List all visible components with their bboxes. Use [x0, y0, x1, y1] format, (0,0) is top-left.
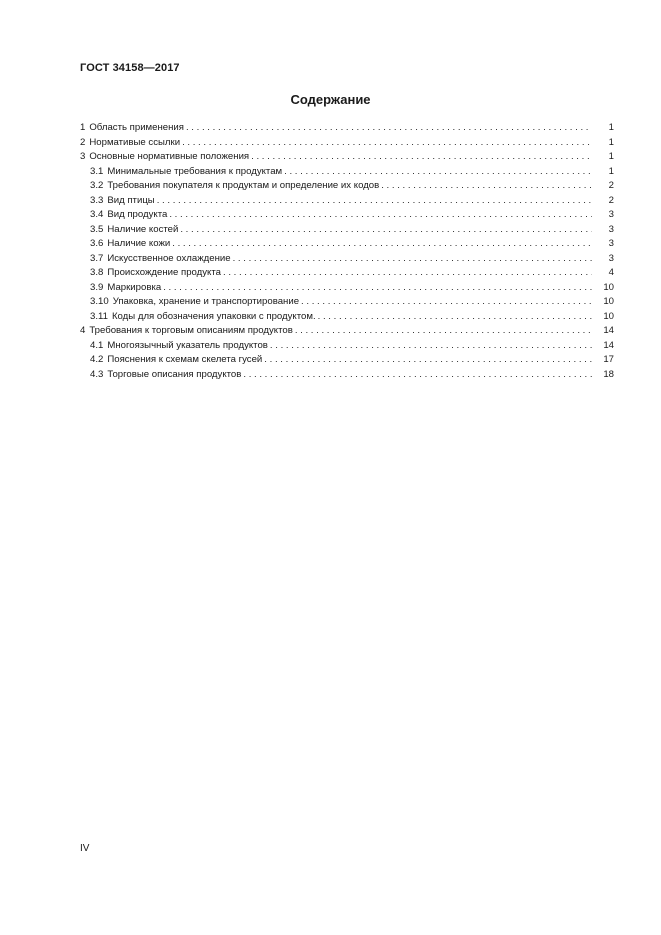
- toc-entry-page: 3: [608, 209, 614, 220]
- toc-leader-dots: [318, 310, 592, 325]
- toc-leader-dots: [157, 194, 592, 209]
- toc-entry[interactable]: [80, 281, 614, 296]
- toc-entry-number: 4: [80, 325, 86, 336]
- toc-entry-number: 4.3: [90, 368, 104, 380]
- toc-entry-page: 18: [603, 368, 614, 380]
- toc-entry[interactable]: [80, 339, 614, 354]
- toc-entry[interactable]: [80, 324, 614, 339]
- toc-entry-title: Требования к торговым описаниям продуктов: [89, 325, 293, 336]
- toc-leader-dots: [169, 208, 592, 223]
- toc-leader-dots: [264, 353, 592, 368]
- toc-leader-dots: [284, 165, 592, 180]
- toc-entry-page: 10: [603, 281, 614, 293]
- toc-entry-number: 3.11: [90, 310, 108, 322]
- toc-entry-title: Искусственное охлаждение: [107, 252, 231, 264]
- toc-entry-number: 3.6: [90, 238, 104, 249]
- toc-entry-number: 1: [80, 122, 86, 133]
- toc-entry[interactable]: [80, 310, 614, 325]
- document-code: ГОСТ 34158—2017: [80, 62, 180, 74]
- toc-entry-page: 14: [603, 339, 614, 351]
- toc-entry-title: Коды для обозначения упаковки с продуктом.: [111, 310, 316, 322]
- toc-leader-dots: [180, 223, 592, 238]
- toc-entry-page: 3: [608, 223, 614, 235]
- toc-entry[interactable]: [80, 165, 614, 180]
- toc-leader-dots: [381, 179, 592, 194]
- toc-entry-number: 3.3: [90, 194, 104, 206]
- toc-leader-dots: [270, 339, 592, 354]
- toc-entry[interactable]: [80, 223, 614, 238]
- toc-entry-title: Маркировка: [107, 281, 162, 293]
- toc-entry-number: 3: [80, 151, 86, 162]
- toc-entry[interactable]: [80, 179, 614, 194]
- toc-entry-page: 1: [608, 165, 614, 177]
- toc-entry-title: Вид птицы: [107, 194, 155, 206]
- toc-entry-number: 4.2: [90, 354, 104, 365]
- toc-entry-page: 2: [608, 194, 614, 206]
- toc-entry-title: Минимальные требования к продуктам: [107, 165, 283, 177]
- toc-entry-title: Наличие костей: [107, 223, 179, 235]
- toc-entry-page: 3: [608, 252, 614, 264]
- toc-entry-number: 4.1: [90, 339, 104, 351]
- toc-entry[interactable]: [80, 353, 614, 368]
- toc-leader-dots: [295, 324, 592, 339]
- toc-entry[interactable]: [80, 136, 614, 151]
- toc-entry[interactable]: [80, 295, 614, 310]
- toc-entry-number: 2: [80, 136, 86, 148]
- toc-entry-page: 10: [603, 296, 614, 307]
- toc-entry-number: 3.1: [90, 165, 104, 177]
- toc-entry-number: 3.10: [90, 296, 109, 307]
- toc-entry-page: 1: [608, 136, 614, 148]
- toc-leader-dots: [243, 368, 592, 383]
- toc-leader-dots: [182, 136, 592, 151]
- toc-entry-title: Требования покупателя к продуктам и определение их кодов: [107, 180, 380, 191]
- toc-entry-title: Многоязычный указатель продуктов: [107, 339, 268, 351]
- toc-entry-title: Происхождение продукта: [107, 267, 221, 278]
- toc-entry[interactable]: [80, 266, 614, 281]
- toc-entry-page: 1: [608, 151, 614, 162]
- toc-entry-page: 4: [608, 267, 614, 278]
- toc-title: Содержание: [290, 92, 371, 107]
- toc-leader-dots: [301, 295, 592, 310]
- toc-leader-dots: [223, 266, 592, 281]
- toc-entry-page: 17: [603, 354, 614, 365]
- toc-entry[interactable]: [80, 150, 614, 165]
- table-of-contents: [80, 121, 614, 382]
- toc-entry-number: 3.9: [90, 281, 104, 293]
- toc-leader-dots: [186, 121, 592, 136]
- toc-leader-dots: [251, 150, 592, 165]
- toc-entry-number: 3.5: [90, 223, 104, 235]
- toc-entry-page: 1: [608, 122, 614, 133]
- toc-entry-title: Нормативые ссылки: [89, 136, 181, 148]
- toc-entry-title: Основные нормативные положения: [89, 151, 250, 162]
- toc-entry[interactable]: [80, 121, 614, 136]
- toc-entry-title: Вид продукта: [107, 209, 168, 220]
- toc-entry-page: 10: [603, 310, 614, 322]
- toc-entry-title: Область применения: [89, 122, 184, 133]
- toc-entry-title: Упаковка, хранение и транспортирование: [112, 296, 300, 307]
- toc-entry-number: 3.8: [90, 267, 104, 278]
- toc-leader-dots: [233, 252, 592, 267]
- toc-entry-number: 3.4: [90, 209, 104, 220]
- toc-entry[interactable]: [80, 208, 614, 223]
- page-number: IV: [80, 843, 90, 854]
- toc-entry[interactable]: [80, 368, 614, 383]
- toc-entry-number: 3.2: [90, 180, 104, 191]
- toc-entry-page: 3: [608, 238, 614, 249]
- toc-entry-page: 14: [603, 325, 614, 336]
- toc-entry[interactable]: [80, 194, 614, 209]
- toc-entry[interactable]: [80, 252, 614, 267]
- toc-entry-title: Пояснения к схемам скелета гусей: [107, 354, 263, 365]
- toc-entry-title: Наличие кожи: [107, 238, 171, 249]
- toc-entry-page: 2: [608, 180, 614, 191]
- toc-entry-number: 3.7: [90, 252, 104, 264]
- toc-leader-dots: [172, 237, 592, 252]
- toc-entry[interactable]: [80, 237, 614, 252]
- toc-entry-title: Торговые описания продуктов: [107, 368, 242, 380]
- toc-leader-dots: [163, 281, 592, 296]
